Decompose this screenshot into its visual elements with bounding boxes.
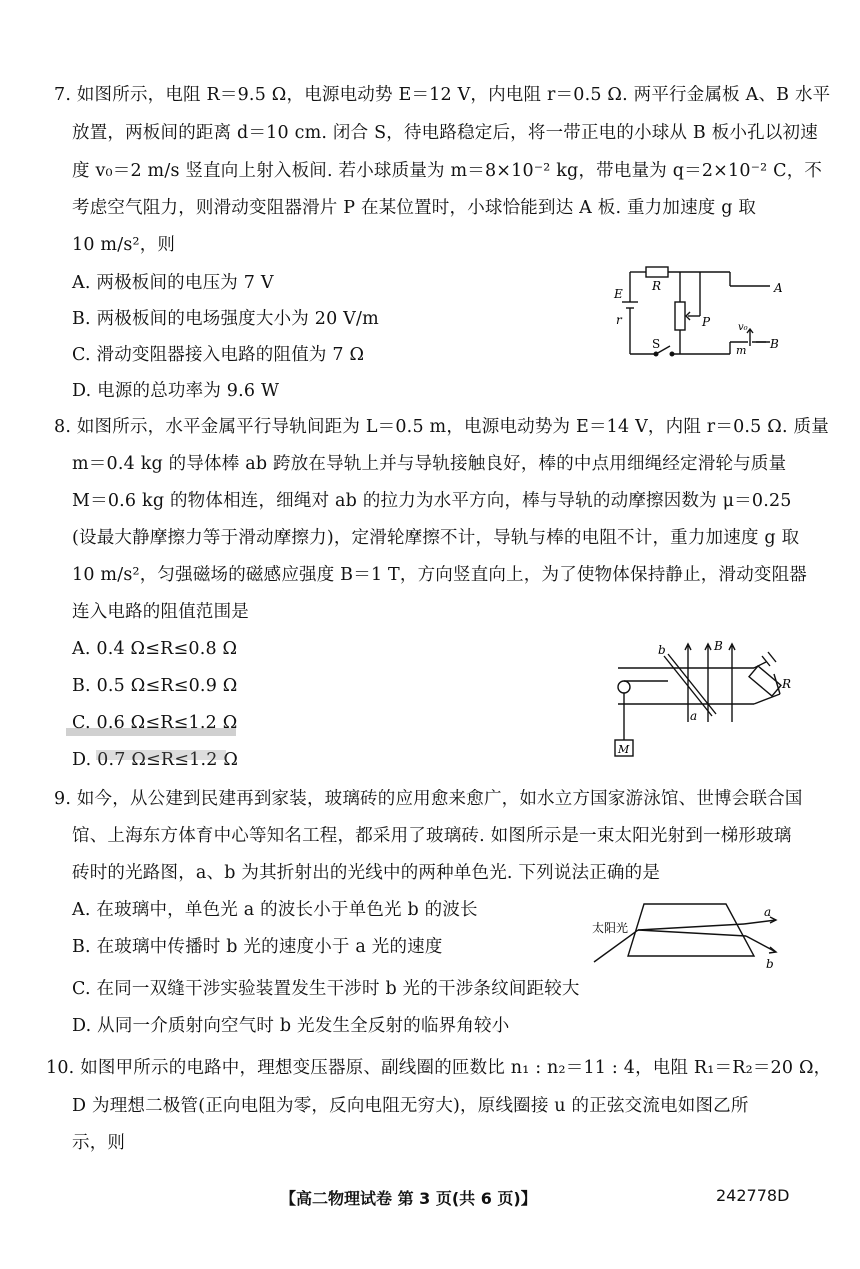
q8-line: m＝0.4 kg 的导体棒 ab 跨放在导轨上并与导轨接触良好，棒的中点用细绳经定滑轮与质量	[72, 454, 787, 474]
q7-option-c: C. 滑动变阻器接入电路的阻值为 7 Ω	[72, 345, 365, 365]
q8-label-B: B	[714, 639, 723, 653]
q8-label-a: a	[690, 709, 698, 723]
q7-label-m: m	[736, 344, 747, 357]
q8-option-c: C. 0.6 Ω≤R≤1.2 Ω	[72, 713, 238, 733]
q9-label-a: a	[764, 905, 772, 919]
q8-option-a: A. 0.4 Ω≤R≤0.8 Ω	[72, 639, 238, 659]
q7-label-P: P	[702, 315, 711, 329]
q8-line: 连入电路的阻值范围是	[72, 602, 249, 622]
q9-label-sunlight: 太阳光	[592, 921, 629, 935]
q7-label-v0: v₀	[738, 322, 748, 333]
q8-label-b: b	[658, 643, 666, 657]
q10-line: 10. 如图甲所示的电路中，理想变压器原、副线圈的匝数比 n₁ : n₂＝11 : 4，电阻 R₁＝R₂＝20 Ω，	[46, 1058, 832, 1078]
q7-line: 7. 如图所示，电阻 R＝9.5 Ω，电源电动势 E＝12 V，内电阻 r＝0.5 Ω. 两平行金属板 A、B 水平	[54, 85, 831, 105]
q7-label-S: S	[652, 337, 661, 351]
print-smudge	[96, 750, 226, 760]
q9-line: 砖时的光路图，a、b 为其折射出的光线中的两种单色光. 下列说法正确的是	[72, 863, 661, 883]
q7-label-A: A	[774, 281, 783, 295]
footer-title: 【高二物理试卷 第 3 页(共 6 页)】	[280, 1189, 537, 1208]
q9-line: 馆、上海东方体育中心等知名工程，都采用了玻璃砖. 如图所示是一束太阳光射到一梯形玻璃	[72, 826, 792, 846]
q9-line: 9. 如今，从公建到民建再到家装，玻璃砖的应用愈来愈广，如水立方国家游泳馆、世博会联合国	[54, 789, 803, 809]
q9-option-c: C. 在同一双缝干涉实验装置发生干涉时 b 光的干涉条纹间距较大	[72, 979, 580, 999]
q9-label-b: b	[766, 957, 774, 971]
q8-option-b: B. 0.5 Ω≤R≤0.9 Ω	[72, 676, 238, 696]
q9-glass-brick-diagram	[586, 892, 786, 972]
q8-line: 8. 如图所示，水平金属平行导轨间距为 L＝0.5 m，电源电动势为 E＝14 V，内阻 r＝0.5 Ω. 质量	[54, 417, 829, 437]
q7-option-b: B. 两极板间的电场强度大小为 20 V/m	[72, 309, 379, 329]
q8-line: 10 m/s²，匀强磁场的磁感应强度 B＝1 T，方向竖直向上，为了使物体保持静止，滑动变阻器	[72, 565, 808, 585]
footer-code: 242778D	[716, 1186, 790, 1205]
q8-label-R: R	[782, 677, 792, 691]
q9-option-a: A. 在玻璃中，单色光 a 的波长小于单色光 b 的波长	[72, 900, 478, 920]
q8-label-M: M	[618, 743, 630, 756]
q9-option-b: B. 在玻璃中传播时 b 光的速度小于 a 光的速度	[72, 937, 443, 957]
q7-label-B: B	[770, 337, 779, 351]
q8-rail-diagram	[604, 632, 804, 762]
q7-label-r: r	[616, 313, 622, 327]
q7-line: 放置，两板间的距离 d＝10 cm. 闭合 S，待电路稳定后，将一带正电的小球从 B 板小孔以初速	[72, 123, 818, 143]
q7-option-d: D. 电源的总功率为 9.6 W	[72, 381, 280, 401]
q7-line: 10 m/s²，则	[72, 235, 176, 255]
q7-line: 度 v₀＝2 m/s 竖直向上射入板间. 若小球质量为 m＝8×10⁻² kg，带电量为 q＝2×10⁻² C，不	[72, 161, 823, 181]
q9-option-d: D. 从同一介质射向空气时 b 光发生全反射的临界角较小	[72, 1016, 510, 1036]
q10-line: 示，则	[72, 1133, 126, 1153]
q8-line: M＝0.6 kg 的物体相连，细绳对 ab 的拉力为水平方向，棒与导轨的动摩擦因数为 μ＝0.25	[72, 491, 792, 511]
q7-option-a: A. 两极板间的电压为 7 V	[72, 273, 274, 293]
q7-circuit-diagram	[610, 262, 790, 372]
print-smudge	[66, 728, 236, 736]
q8-line: (设最大静摩擦力等于滑动摩擦力)，定滑轮摩擦不计，导轨与棒的电阻不计，重力加速度 g 取	[72, 528, 800, 548]
q7-label-R: R	[652, 279, 662, 293]
q10-line: D 为理想二极管(正向电阻为零，反向电阻无穷大)，原线圈接 u 的正弦交流电如图乙所	[72, 1096, 749, 1116]
q7-label-E: E	[614, 287, 623, 301]
q8-option-d: D. 0.7 Ω≤R≤1.2 Ω	[72, 750, 239, 770]
q7-line: 考虑空气阻力，则滑动变阻器滑片 P 在某位置时，小球恰能到达 A 板. 重力加速度 g 取	[72, 198, 757, 218]
page-footer	[0, 1186, 860, 1216]
